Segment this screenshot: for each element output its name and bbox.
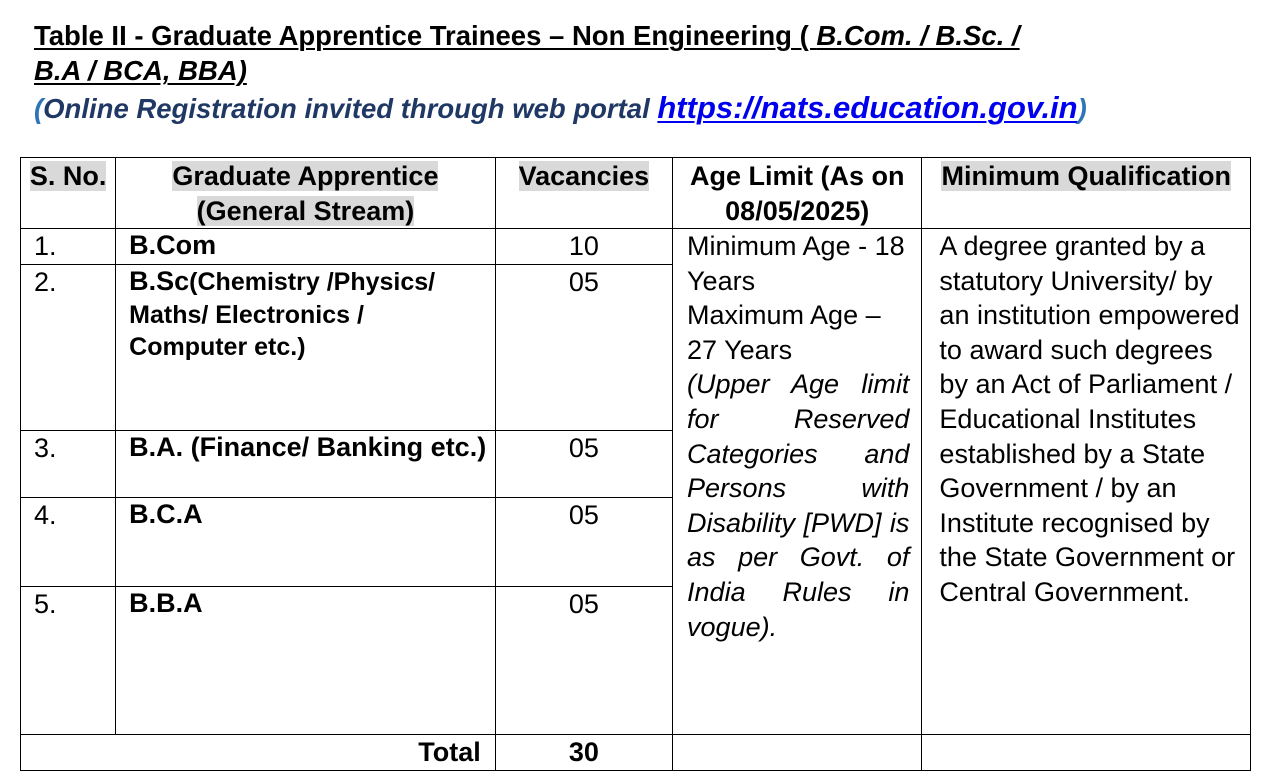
total-value: 30	[495, 735, 672, 771]
row-sno: 4.	[21, 498, 116, 587]
row-name: B.A. (Finance/ Banking etc.)	[116, 431, 496, 498]
row-sno: 5.	[21, 587, 116, 735]
table-row	[21, 229, 1251, 265]
row-sno: 1.	[21, 229, 116, 265]
row-name: B.B.A	[116, 587, 496, 735]
row-sno: 2.	[21, 265, 116, 431]
heading-main: Table II - Graduate Apprentice Trainees – Non Engineering (	[34, 20, 817, 51]
row-name: B.C.A	[116, 498, 496, 587]
header-stream: Graduate Apprentice (General Stream)	[116, 158, 496, 229]
registration-note	[34, 89, 1087, 128]
row-sno: 3.	[21, 431, 116, 498]
row-vacancies: 05	[495, 265, 672, 431]
header-qualification: Minimum Qualification	[922, 158, 1251, 229]
total-label: Total	[21, 735, 496, 771]
close-paren: )	[1077, 93, 1087, 124]
row-vacancies: 10	[495, 229, 672, 265]
open-paren: (	[34, 93, 44, 124]
registration-text: Online Registration invited through web portal	[43, 93, 658, 124]
vacancy-table	[20, 157, 1251, 771]
qualification-cell: A degree granted by a statutory University/ by an institution empowered to award such degrees by an Act of Parliament / Educational Institutes established by a State Government / by an Institute recognised by the State Government or Central Government.	[922, 229, 1251, 735]
age-max: Maximum Age – 27 Years	[687, 300, 881, 365]
row-vacancies: 05	[495, 587, 672, 735]
total-empty-age	[673, 735, 922, 771]
table-heading	[34, 18, 1254, 88]
header-vacancies: Vacancies	[495, 158, 672, 229]
heading-degrees-2: B.A / BCA, BBA)	[34, 55, 247, 86]
row-name: B.Com	[116, 229, 496, 265]
age-min: Minimum Age - 18 Years	[687, 231, 905, 296]
total-row	[21, 735, 1251, 771]
heading-degrees-1: B.Com. / B.Sc. /	[816, 20, 1020, 51]
total-empty-qualification	[922, 735, 1251, 771]
nats-portal-link[interactable]: https://nats.education.gov.in	[657, 90, 1078, 125]
age-limit-cell	[673, 229, 922, 735]
row-vacancies: 05	[495, 498, 672, 587]
age-note: (Upper Age limit for Reserved Categories and Persons with Disability [PWD] is as per Govt. of India Rules in vogue).	[687, 369, 910, 642]
header-age-limit: Age Limit (As on 08/05/2025)	[673, 158, 922, 229]
header-sno: S. No.	[21, 158, 116, 229]
header-row	[21, 158, 1251, 229]
row-name: B.Sc(Chemistry /Physics/ Maths/ Electronics / Computer etc.)	[116, 265, 496, 431]
row-vacancies: 05	[495, 431, 672, 498]
